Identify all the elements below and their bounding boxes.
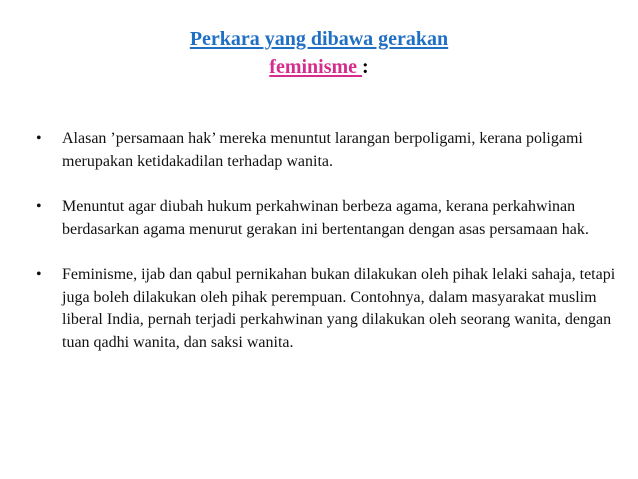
slide-title: [0, 25, 638, 81]
bullet-list: [36, 128, 616, 377]
title-line-2: [269, 53, 368, 81]
bullet-item-1: [36, 128, 616, 173]
bullet-item-3: [36, 264, 616, 354]
bullet-icon: •: [36, 198, 42, 215]
bullet-item-2: [36, 196, 616, 241]
bullet-text: Alasan ’persamaan hak’ mereka menuntut larangan berpoligami, kerana poligami merupakan ketidakadilan terhadap wanita.: [62, 130, 583, 170]
bullet-icon: •: [36, 266, 42, 283]
bullet-icon: •: [36, 130, 42, 147]
bullet-text: Menuntut agar diubah hukum perkahwinan berbeza agama, kerana perkahwinan berdasarkan agama menurut gerakan ini bertentangan dengan asas persamaan hak.: [62, 198, 589, 238]
title-accent-word: feminisme: [269, 56, 363, 78]
title-line-1: Perkara yang dibawa gerakan: [189, 28, 449, 50]
title-colon: :: [362, 56, 369, 78]
bullet-text: Feminisme, ijab dan qabul pernikahan bukan dilakukan oleh pihak lelaki sahaja, tetapi juga boleh dilakukan oleh pihak perempuan. Contohnya, dalam masyarakat muslim liberal India, pernah terjadi perkahwinan yang dilakukan oleh seorang wanita, dengan tuan qadhi wanita, dan saksi wanita.: [62, 266, 616, 351]
